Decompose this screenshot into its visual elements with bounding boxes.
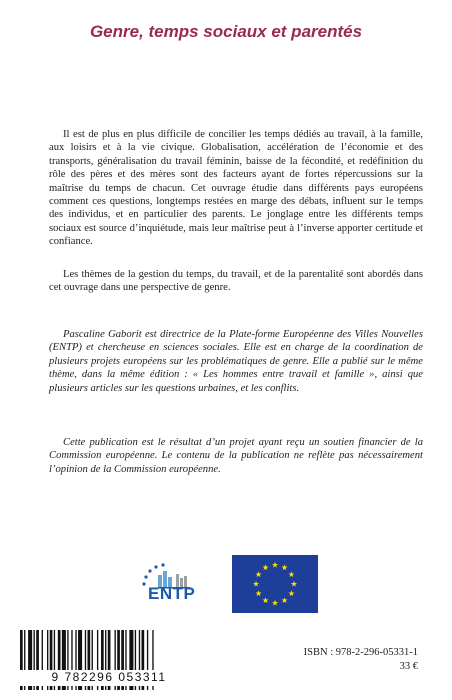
eu-star-icon — [281, 597, 287, 603]
eu-star-icon — [262, 597, 268, 603]
entp-logo-text: ENTP — [148, 584, 196, 603]
eu-star-icon — [272, 600, 278, 606]
entp-logo — [136, 560, 216, 616]
theme-paragraph — [49, 268, 423, 295]
eu-star-icon — [288, 571, 294, 577]
book-title: Genre, temps sociaux et parentés — [89, 22, 363, 41]
eu-star-icon — [288, 590, 294, 596]
isbn-block — [304, 646, 418, 674]
eu-star-icon — [262, 564, 268, 570]
eu-star-icon — [256, 590, 262, 596]
author-bio-text: Pascaline Gaborit est directrice de la Plate-forme Européenne des Villes Nouvelles (ENTP) et chercheuse en sciences sociales. Elle est en charge de la coordination de plusieurs projets européens sur les problématiques de genre. Elle a publié sur le même thème, dans la même édition : « Les hommes entre travail et famille », ainsi que plusieurs articles sur les questions urbaines, et les conflits. — [49, 329, 423, 394]
price-text: 33 € — [399, 661, 418, 672]
isbn-text: ISBN : 978-2-296-05331-1 — [303, 647, 418, 658]
eu-stars-icon — [232, 555, 318, 613]
barcode-number: 9 782296 053311 — [14, 670, 204, 686]
eu-star-icon — [291, 581, 297, 587]
eu-star-icon — [256, 571, 262, 577]
eu-star-icon — [272, 562, 278, 568]
description-text: Il est de plus en plus difficile de concilier les temps dédiés au travail, à la famille, aux loisirs et à la vie civique. Globalisation, accélération de l’économie et des transports, généralisation du travail féminin, baisse de la fécondité, et redéfinition du rôle des pères et des mères sont des facteurs ayant de fortes répercussions sur la maîtrise du temps de chacun. Cet ouvrage étudie dans différents pays européens comment ces questions, longtemps restées en marge des débats, influent sur le temps des individus, et en particulier des parents. Le jonglage entre les différents temps sociaux est source d’inquiétude, mais leur maîtrise peut à l’inverse apporter certitude et confiance. — [49, 129, 423, 248]
funding-disclaimer-text: Cette publication est le résultat d’un projet ayant reçu un soutien financier de la Commission européenne. Le contenu de la publication ne reflète pas nécessairement l’opinion de la Commission européenne. — [49, 437, 423, 475]
eu-star-icon — [281, 564, 287, 570]
author-bio — [49, 328, 423, 395]
description-paragraph — [49, 128, 423, 249]
eu-flag — [232, 555, 318, 613]
theme-text: Les thèmes de la gestion du temps, du travail, et de la parentalité sont abordés dans cet ouvrage dans une perspective de genre. — [49, 269, 423, 294]
funding-disclaimer — [49, 436, 423, 476]
eu-star-icon — [253, 581, 259, 587]
